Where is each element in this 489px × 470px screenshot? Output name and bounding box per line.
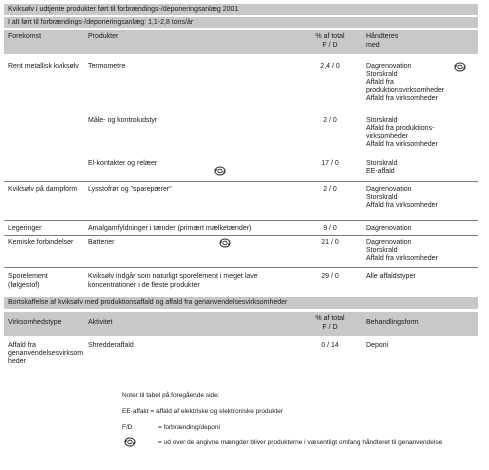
row-divider [4, 220, 478, 221]
forekomst-sporelement-1: Sporelement [8, 273, 48, 280]
notes-heading: Noter til tabel på foregående side: [122, 392, 220, 399]
handteres-batt-1: Dagrenovation [366, 239, 412, 246]
behandling-deponi: Deponi [366, 342, 389, 349]
handteres-maale-3: virksomheder [366, 133, 409, 140]
header-produkter: Produkter [88, 33, 119, 40]
forekomst-legeringer: Legeringer [8, 225, 42, 232]
pct-lysstofror: 2 / 0 [323, 186, 337, 193]
forekomst-sporelement-2: (følgestof) [8, 282, 40, 289]
header2-pct-line2: F / D [322, 324, 338, 331]
handteres-lys-2: Storskrald [366, 194, 398, 201]
handteres-termometre-2: Storskrald [366, 71, 398, 78]
handteres-termometre-3: Affald fra [366, 79, 394, 86]
recycle-icon [454, 62, 466, 72]
row-divider [4, 235, 478, 236]
produkt-el-kontakter: El-kontakter og relæer [88, 160, 158, 167]
row-divider [4, 181, 478, 182]
handteres-termometre-4: produktionsvirksomheder [366, 87, 445, 94]
header-pct-line1: % af total [315, 33, 345, 40]
aktivitet-shredder: Shredderaffald [88, 342, 134, 349]
pct-el-kontakter: 17 / 0 [321, 160, 339, 167]
forekomst-dampform: Kviksølv på dampform [8, 186, 78, 193]
pct-sporelement: 29 / 0 [321, 273, 339, 280]
produkt-batterier: Batterier [88, 239, 115, 246]
header-forekomst: Forekomst [8, 33, 42, 40]
handteres-batt-3: Affald fra virksomheder [366, 255, 438, 262]
virksomhedstype-1: Affald fra [8, 342, 36, 349]
table1-header-bar [4, 30, 478, 54]
row-divider [4, 267, 478, 268]
notes-fd-key: F/D [122, 424, 133, 431]
handteres-maale-2: Affald fra produktions- [366, 125, 435, 132]
virksomhedstype-2: genanvendelsesvirksom [8, 350, 84, 357]
pct-amalgam: 9 / 0 [323, 225, 337, 232]
produkt-amalgam: Amalgamfyldninger i tænder (primært mælketænder) [88, 225, 252, 232]
produkt-sporelement-1: Kviksølv indgår som naturligt sporelement i meget lave [88, 273, 258, 280]
handteres-lys-1: Dagrenovation [366, 186, 412, 193]
header-handteres-line1: Håndteres [366, 33, 399, 40]
header-behandlingsform: Behandlingsform [366, 319, 419, 326]
virksomhedstype-3: heder [8, 358, 26, 365]
handteres-termometre-5: Affald fra virksomheder [366, 95, 438, 102]
handteres-amalgam-1: Dagrenovation [366, 225, 412, 232]
recycle-icon [124, 437, 136, 447]
handteres-el-1: Storskrald [366, 160, 398, 167]
handteres-spor-1: Alle affaldstyper [366, 273, 416, 280]
forekomst-rent-metallisk: Rent metallisk kviksølv [8, 63, 79, 70]
produkt-sporelement-2: koncentrationer i de fleste produkter [88, 282, 200, 289]
handteres-maale-4: Affald fra virksomheder [366, 141, 438, 148]
header-pct-line2: F / D [322, 42, 338, 49]
notes-ee: EE-affald = affald af elektriske og elektroniske produkter [122, 408, 284, 415]
produkt-termometre: Termometre [88, 63, 126, 70]
pct-shredder: 0 / 14 [321, 342, 339, 349]
page-title: Kviksølv i udtjente produkter ført til forbrændings-/deponeringsanlæg 2001 [8, 6, 239, 13]
header-handteres-line2: med [366, 42, 380, 49]
forekomst-kemiske: Kemiske forbindelser [8, 239, 74, 246]
pct-batterier: 21 / 0 [321, 239, 339, 246]
pct-termometre: 2,4 / 0 [320, 63, 340, 70]
recycle-icon [214, 166, 226, 176]
section2-title: Bortskaffelse af kviksølv med produktionsaffald og affald fra genanvendelsesvirksomheder [8, 299, 288, 306]
page-subtitle: I alt ført til forbrændings-/deponeringsanlæg: 1,1-2,8 tons/år [8, 19, 194, 26]
header-virksomhedstype: Virksomhedstype [8, 319, 62, 326]
recycle-icon [219, 238, 231, 248]
header-aktivitet: Aktivitet [88, 319, 113, 326]
notes-icon-value: = ud over de angivne mængder bliver produkterne i væsentligt omfang håndteret til genanvendelse [158, 439, 443, 446]
handteres-el-2: EE-affald [366, 168, 395, 175]
handteres-lys-3: Affald fra virksomheder [366, 202, 438, 209]
handteres-batt-2: Storskrald [366, 247, 398, 254]
handteres-maale-1: Storskrald [366, 117, 398, 124]
notes-fd-value: = forbrænding/deponi [158, 424, 220, 431]
header2-pct-line1: % af total [315, 315, 345, 322]
produkt-maale-kontroludstyr: Måle- og kontroludstyr [88, 117, 158, 124]
handteres-termometre-1: Dagrenovation [366, 63, 412, 70]
pct-maale-kontroludstyr: 2 / 0 [323, 117, 337, 124]
produkt-lysstofror: Lysstofrør og "sparepærer" [88, 186, 172, 193]
